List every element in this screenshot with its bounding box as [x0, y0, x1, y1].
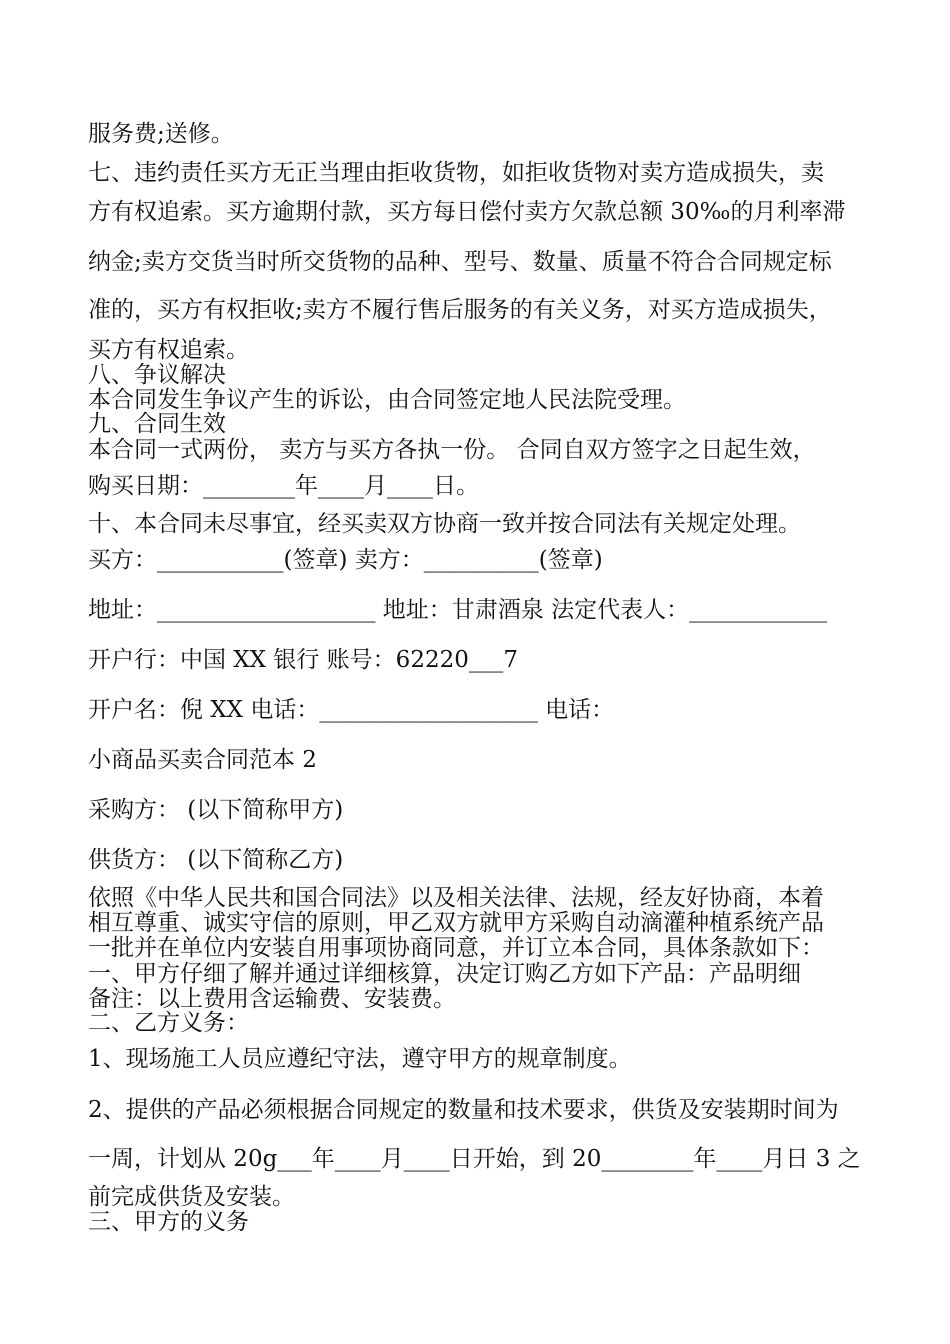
text-line: 本合同一式两份， 卖方与买方各执一份。 合同自双方签字之日起生效，: [88, 437, 816, 463]
text-line: 服务费;送修。: [88, 121, 234, 147]
account-name-line: 开户名：倪 XX 电话：___________________ 电话：: [88, 697, 615, 723]
text-line: 前完成供货及安装。: [88, 1184, 295, 1210]
text-line: 1、现场施工人员应遵纪守法，遵守甲方的规章制度。: [88, 1046, 632, 1072]
text-line: 方有权追索。买方逾期付款，买方每日偿付卖方欠款总额 30‰的月利率滞: [88, 199, 846, 225]
text-line: 一、甲方仔细了解并通过详细核算，决定订购乙方如下产品：产品明细: [88, 961, 801, 987]
text-line: 买方有权追索。: [88, 337, 249, 363]
contract-title: 小商品买卖合同范本 2: [88, 747, 317, 773]
text-line: 准的，买方有权拒收;卖方不履行售后服务的有关义务，对买方造成损失，: [88, 297, 832, 323]
address-line: 地址：___________________ 地址：甘肃酒泉 法定代表人：____________: [88, 597, 828, 623]
bank-line: 开户行：中国 XX 银行 账号：62220___7: [88, 647, 518, 673]
section-heading: 二、乙方义务：: [88, 1010, 249, 1036]
text-line: 购买日期：________年____月____日。: [88, 473, 479, 499]
text-line: 纳金;卖方交货当时所交货物的品种、型号、数量、质量不符合合同规定标: [88, 249, 832, 275]
text-line: 依照《中华人民共和国合同法》以及相关法律、法规，经友好协商，本着: [88, 885, 824, 911]
text-line: 2、提供的产品必须根据合同规定的数量和技术要求，供货及安装期时间为: [88, 1097, 839, 1123]
text-line: 七、违约责任买方无正当理由拒收货物，如拒收货物对卖方造成损失，卖: [88, 160, 824, 186]
text-line: 十、本合同未尽事宜，经买卖双方协商一致并按合同法有关规定处理。: [88, 511, 801, 537]
text-line: 一周，计划从 20g___年____月____日开始，到 20________年____月日 3 之: [88, 1146, 861, 1172]
text-line: 供货方： (以下简称乙方): [88, 847, 344, 873]
section-heading: 八、争议解决: [88, 362, 226, 388]
text-line: 一批并在单位内安装自用事项协商同意，并订立本合同，具体条款如下：: [88, 935, 824, 961]
text-line: 备注：以上费用含运输费、安装费。: [88, 986, 456, 1012]
text-line: 采购方： (以下简称甲方): [88, 797, 344, 823]
signature-line: 买方：___________(签章) 卖方：__________(签章): [88, 547, 603, 573]
section-heading: 三、甲方的义务: [88, 1209, 249, 1235]
section-heading: 九、合同生效: [88, 411, 226, 437]
text-line: 本合同发生争议产生的诉讼，由合同签定地人民法院受理。: [88, 387, 686, 413]
text-line: 相互尊重、诚实守信的原则，甲乙双方就甲方采购自动滴灌种植系统产品: [88, 910, 824, 936]
